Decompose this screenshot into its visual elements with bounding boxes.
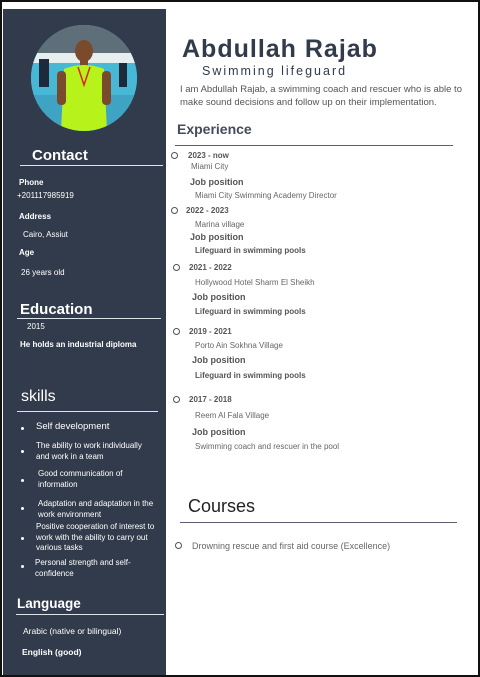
age-label: Age [19,248,35,257]
experience-place: Porto Ain Sokhna Village [195,341,283,350]
timeline-dot [171,207,178,214]
experience-role: Lifeguard in swimming pools [195,371,306,380]
experience-job-label: Job position [192,427,246,437]
experience-role: Lifeguard in swimming pools [195,246,306,255]
job-title: Swimming lifeguard [202,64,348,78]
skill-bullet [21,427,24,430]
experience-role: Miami City Swimming Academy Director [195,191,337,200]
timeline-dot [173,264,180,271]
timeline-dot [173,328,180,335]
skill-item: The ability to work individually and work in a team [36,441,142,461]
contact-title: Contact [32,147,88,164]
sidebar [3,9,166,675]
experience-date: 2022 - 2023 [186,206,229,215]
profile-photo [31,25,137,131]
education-divider [17,318,161,319]
language-item: English (good) [22,647,82,657]
contact-divider [20,165,163,166]
skill-item: Self development [36,421,110,432]
skill-bullet [21,479,24,482]
skill-bullet [21,537,24,540]
courses-divider [180,522,457,523]
person-name: Abdullah Rajab [182,35,378,63]
education-year: 2015 [27,322,45,331]
skill-bullet [21,565,24,568]
language-title: Language [17,596,81,611]
experience-role: Swimming coach and rescuer in the pool [195,442,340,451]
education-title: Education [20,301,93,318]
experience-title: Experience [177,121,252,137]
experience-job-label: Job position [192,355,246,365]
experience-date: 2023 - now [188,151,229,160]
language-item: Arabic (native or bilingual) [23,626,122,636]
age-value: 26 years old [21,268,65,277]
course-item: Drowning rescue and first aid course (Excellence) [192,541,391,551]
experience-place: Marina village [195,220,245,229]
experience-date: 2019 - 2021 [189,327,232,336]
skill-item: Personal strength and self-confidence [35,558,131,578]
skills-divider [17,411,158,412]
timeline-dot [171,152,178,159]
phone-label: Phone [19,178,44,187]
skill-item: Adaptation and adaptation in the work environment [38,499,154,519]
skill-bullet [21,450,24,453]
experience-date: 2021 - 2022 [189,263,232,272]
skill-item: Good communication of information [38,469,123,489]
language-divider [16,614,164,615]
experience-role: Lifeguard in swimming pools [195,307,306,316]
education-degree: He holds an industrial diploma [20,340,137,349]
address-value: Cairo, Assiut [23,230,68,239]
experience-divider [175,145,453,146]
skill-bullet [21,507,24,510]
timeline-dot [173,396,180,403]
experience-place: Hollywood Hotel Sharm El Sheikh [195,278,315,287]
skill-item: Positive cooperation of interest to work with the ability to carry out various tasks [36,522,155,552]
experience-place: Miami City [191,162,229,171]
phone-value: +201117985919 [17,191,74,200]
address-label: Address [19,212,52,221]
experience-job-label: Job position [190,232,244,242]
experience-date: 2017 - 2018 [189,395,232,404]
timeline-dot [175,542,182,549]
courses-title: Courses [188,496,256,516]
experience-job-label: Job position [192,292,246,302]
experience-place: Reem Al Fala Village [195,411,270,420]
summary-text: I am Abdullah Rajab, a swimming coach and rescuer who is able to make sound decisions and follow up on their implementation. [180,84,462,108]
skills-title: skills [21,388,56,405]
experience-job-label: Job position [190,177,244,187]
